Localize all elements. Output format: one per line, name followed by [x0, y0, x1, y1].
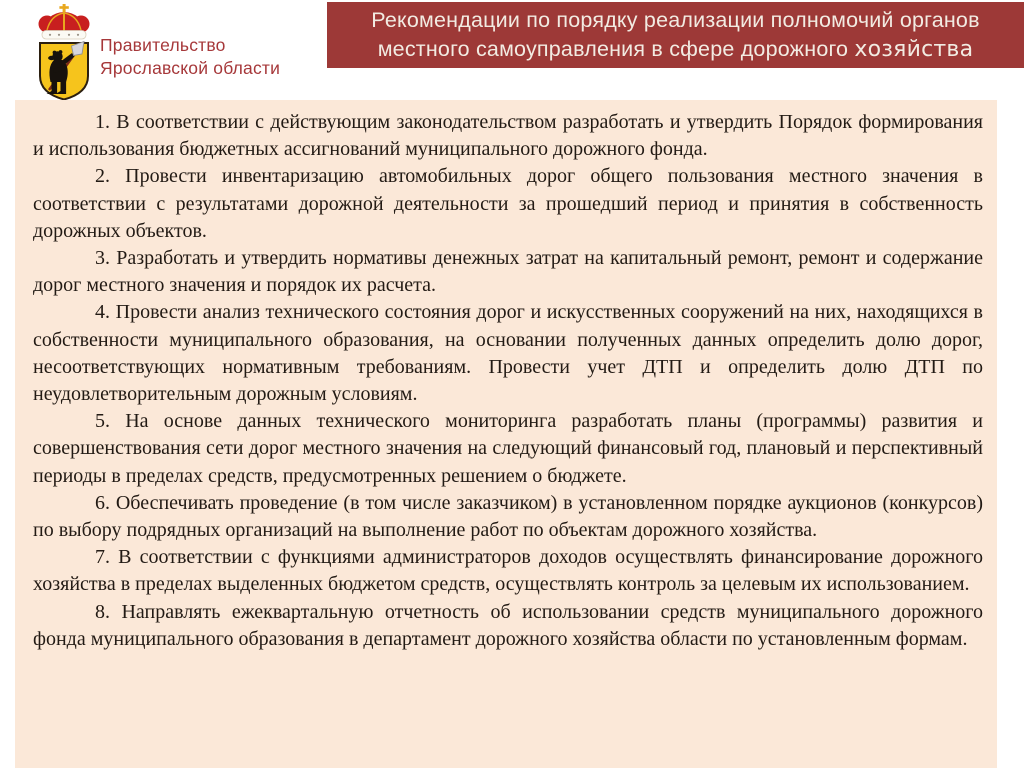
recommendations-panel	[15, 100, 997, 768]
title-line2-main: местного самоуправления в сфере дорожного	[377, 37, 849, 61]
title-line2-emphasis: хозяйства	[854, 37, 974, 62]
org-name-line2: Ярославской области	[100, 58, 281, 78]
recommendation-item-5: 5. На основе данных технического мониторинга разработать планы (программы) развития и совершенствования сети дорог местного значения на следующий финансовый год, плановый и перспективный периоды в пределах средств, предусмотренных решением о бюджете.	[33, 410, 983, 487]
recommendation-item-6: 6. Обеспечивать проведение (в том числе заказчиком) в установленном порядке аукционов (конкурсов) по выбору подрядных организаций на выполнение работ по объектам дорожного хозяйства.	[33, 491, 983, 542]
recommendation-item-8: 8. Направлять ежеквартальную отчетность об использовании средств муниципального дорожного фонда муниципального образования в департамент дорожного хозяйства области по установленным формам.	[33, 600, 983, 650]
recommendation-item-1: 1. В соответствии с действующим законодательством разработать и утвердить Порядок формирования и использования бюджетных ассигнований муниципального дорожного фонда.	[33, 111, 983, 161]
recommendation-item-4: 4. Провести анализ технического состояния дорог и искусственных сооружений на них, находящихся в собственности муниципального образования, на основании полученных данных определить долю дорог, несоответствующих нормативным требованиям. Провести учет ДТП и определить долю ДТП по неудовлетворительным дорожным условиям.	[33, 301, 983, 406]
yaroslavl-coat-of-arms-icon	[30, 3, 98, 103]
org-name	[100, 34, 280, 80]
org-name-line1: Правительство	[100, 35, 226, 55]
recommendation-item-7: 7. В соответствии с функциями администраторов доходов осуществлять финансирование дорожного хозяйства в пределах выделенных бюджетом средств, осуществлять контроль за целевым их использованием.	[33, 546, 983, 596]
title-banner	[327, 2, 1024, 68]
title-line2	[327, 35, 1024, 64]
title-line1: Рекомендации по порядку реализации полномочий органов	[371, 8, 980, 32]
recommendation-item-2: 2. Провести инвентаризацию автомобильных дорог общего пользования местного значения в соответствии с результатами дорожной деятельности за прошедший период и принятия в собственность дорожных объектов.	[33, 165, 983, 242]
recommendation-item-3: 3. Разработать и утвердить нормативы денежных затрат на капитальный ремонт, ремонт и содержание дорог местного значения и порядок их расчета.	[33, 247, 983, 297]
